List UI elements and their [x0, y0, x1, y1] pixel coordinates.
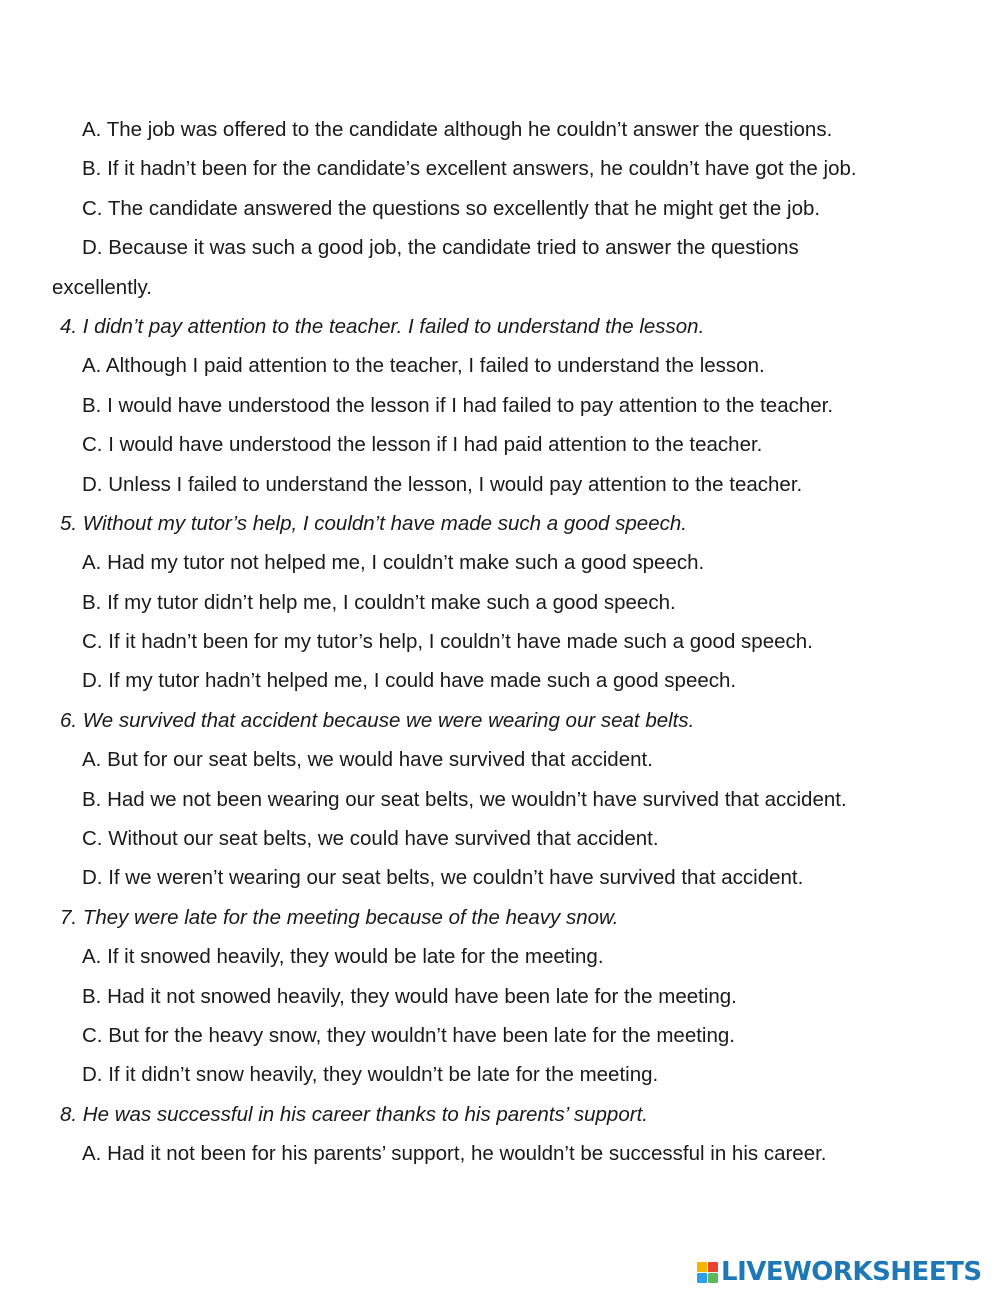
option-line: A. Although I paid attention to the teacher, I failed to understand the lesson.	[82, 354, 765, 378]
option-line: C. But for the heavy snow, they wouldn’t have been late for the meeting.	[82, 1023, 735, 1047]
option-line: B. Had it not snowed heavily, they would have been late for the meeting.	[82, 984, 737, 1008]
question-8: 8. He was successful in his career thanks to his parents’ support.	[60, 1102, 648, 1126]
option-line: B. If it hadn’t been for the candidate’s excellent answers, he couldn’t have got the job.	[82, 157, 857, 181]
option-line: A. If it snowed heavily, they would be late for the meeting.	[82, 945, 604, 969]
option-line: A. Had my tutor not helped me, I couldn’t make such a good speech.	[82, 551, 705, 575]
liveworksheets-logo-icon	[697, 1262, 718, 1283]
option-line: A. Had it not been for his parents’ support, he wouldn’t be successful in his career.	[82, 1142, 827, 1166]
option-line: B. I would have understood the lesson if I had failed to pay attention to the teacher.	[82, 393, 834, 417]
option-line: C. I would have understood the lesson if I had paid attention to the teacher.	[82, 433, 763, 457]
option-line: D. If my tutor hadn’t helped me, I could have made such a good speech.	[82, 669, 737, 693]
question-4: 4. I didn’t pay attention to the teacher. I failed to understand the lesson.	[60, 314, 705, 338]
logo-text: LIVEWORKSHEETS	[721, 1257, 982, 1287]
option-line: A. The job was offered to the candidate although he couldn’t answer the questions.	[82, 118, 833, 141]
worksheet-page	[0, 110, 1000, 1174]
question-6: 6. We survived that accident because we were wearing our seat belts.	[60, 708, 695, 732]
option-line: A. But for our seat belts, we would have survived that accident.	[82, 748, 653, 772]
option-line: B. Had we not been wearing our seat belts, we wouldn’t have survived that accident.	[82, 787, 847, 811]
option-line: B. If my tutor didn’t help me, I couldn’t make such a good speech.	[82, 590, 676, 614]
option-line-continuation: excellently.	[52, 275, 152, 299]
option-line: D. Unless I failed to understand the lesson, I would pay attention to the teacher.	[82, 472, 803, 496]
question-5: 5. Without my tutor’s help, I couldn’t have made such a good speech.	[60, 511, 687, 535]
option-line: D. If it didn’t snow heavily, they wouldn’t be late for the meeting.	[82, 1063, 659, 1087]
option-line: C. Without our seat belts, we could have survived that accident.	[82, 827, 659, 851]
option-line: C. If it hadn’t been for my tutor’s help, I couldn’t have made such a good speech.	[82, 630, 813, 654]
option-line: C. The candidate answered the questions so excellently that he might get the job.	[82, 196, 821, 220]
option-line: D. If we weren’t wearing our seat belts, we couldn’t have survived that accident.	[82, 866, 804, 890]
option-line: D. Because it was such a good job, the candidate tried to answer the questions	[82, 236, 799, 260]
liveworksheets-logo	[697, 1256, 982, 1288]
question-7: 7. They were late for the meeting because of the heavy snow.	[60, 905, 619, 929]
